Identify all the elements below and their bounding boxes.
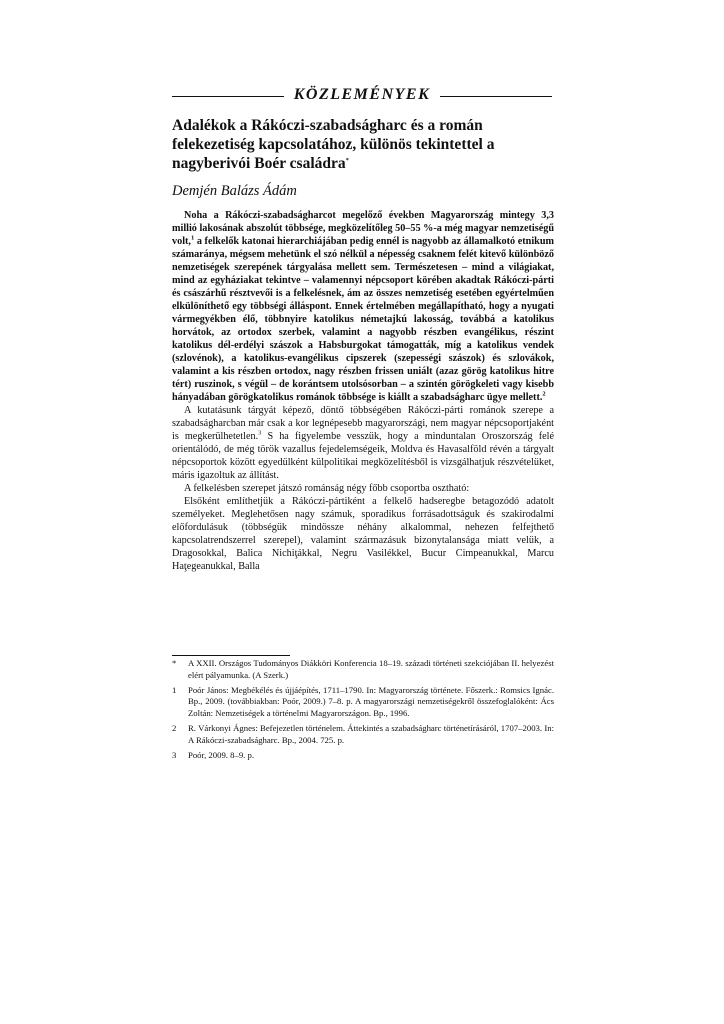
footnote-item <box>172 685 554 720</box>
article-title <box>172 116 562 173</box>
paragraph-1-text-a: Noha a Rákóczi-szabadságharcot megelőző években Magyarország mintegy 3,3 millió lakosának abszolút többsége, megközelítőleg 50–55 %-a még magyar nemzetiségű volt, <box>172 210 554 247</box>
article-body <box>172 209 554 573</box>
footnote-number: * <box>172 658 177 668</box>
section-label: KÖZLEMÉNYEK <box>293 86 431 103</box>
paragraph-2-text-b: S ha figyelembe vesszük, hogy a minduntalan Oroszország felé orientálódó, de még török vazallus fejedelemségeik, Moldva és Havasalföld révén a tárgyalt népcsoportok között egyedülként külpolitikai megközelítésből is vizsgálhatjuk részvételüket, máris igazoltuk az állítást. <box>172 431 554 481</box>
header-rule-right <box>440 96 552 97</box>
footnote-text: R. Várkonyi Ágnes: Befejezetlen történelem. Áttekintés a szabadságharc történetírásáról, 1707–2003. In: A Rákóczi-szabadságharc. Bp., 2004. 725. p. <box>188 722 554 745</box>
footnote-ref-3[interactable]: 3 <box>258 429 262 437</box>
paragraph-2-text-a: A kutatásunk tárgyát képező, döntő többségében Rákóczi-párti románok szerepe a szabadságharcban már csak a kor legnépesebb magyarországi, nem magyar népcsoportjaként is megkerülhetetlen. <box>172 405 554 442</box>
footnote-ref-1[interactable]: 1 <box>190 234 195 242</box>
paragraph-1 <box>172 209 554 404</box>
paragraph-3: A felkelésben szerepet játszó románság négy főbb csoportba osztható: <box>184 483 470 494</box>
footnote-ref-2[interactable]: 2 <box>542 390 546 398</box>
footnotes <box>172 658 554 764</box>
footnote-separator <box>172 655 290 656</box>
article-title-text: Adalékok a Rákóczi-szabadságharc és a román felekezetiség kapcsolatához, különös tekintettel a nagyberivói Boér családra <box>172 117 495 172</box>
paragraph-4: Elsőként említhetjük a Rákóczi-pártiként a felkelő hadseregbe betagozódó adatolt személyeket. Meglehetősen nagy számuk, sporadikus forrásadottságuk és szakirodalmi előfordulásuk (többségük mindössze néhány alkalommal, nehezen felfejthető kapcsolatrendszerrel szerepel), valamint származásuk bizonytalansága miatt velük, a Dragosokkal, Balica Nichiţákkal, Negru Vasilékkel, Bucur Cimpeanukkal, Marcu Haţegeanukkal, Balla <box>172 496 554 572</box>
footnote-text: Poór János: Megbékélés és újjáépítés, 1711–1790. In: Magyarország története. Főszerk.: Romsics Ignác. Bp., 2009. (továbbiakban: Poór, 2009.) 7–8. p. A magyarországi nemzetiségekről összefoglalóként: Ács Zoltán: Nemzetiségek a történelmi Magyarországon. Bp., 1996. <box>188 684 554 719</box>
footnote-number: 1 <box>172 684 177 695</box>
footnote-number: 3 <box>172 749 177 760</box>
footnote-text: A XXII. Országos Tudományos Diákköri Konferencia 18–19. századi történeti szekciójában II. helyezést elért pályamunka. (A Szerk.) <box>188 658 554 680</box>
footnote-item <box>172 750 554 762</box>
footnote-item <box>172 658 554 682</box>
title-footnote-mark[interactable]: * <box>345 156 349 164</box>
paragraph-1-text-b: a felkelők katonai hierarchiájában pedig ennél is nagyobb az államalkotó etnikum számaránya, mégsem mehetünk el szó nélkül a népesség csaknem felét kitevő különböző nemzetiségek szerepének tárgyalása mellett sem. Természetesen – mind a világiakat, mind az egyháziakat tekintve – valamennyi népcsoport körében akadtak Rákóczi-párti és császárhű résztvevői is a felkelésnek, ám az összes nemzetiség esetében egyértelműen elkülöníthető egy többségi álláspont. Ennek értelmében megállapítható, hogy a nyugati vármegyékben élő, többnyire katolikus németajkú lakosság, továbbá a katolikus horvátok, az ortodox szerbek, valamint a nagyobb részben evangélikus, részint katolikus dél-erdélyi szászok a Habsburgokat támogatták, míg a katolikus vendek (szlovénok), a katolikus-evangélikus cipszerek (szepességi szászok) és szlovákok, valamint a kis részben ortodox, nagy részben frissen uniált (azaz görög katolikus hitre tért) ruszinok, s végül – de korántsem utolsósorban – a szintén görögkeleti vagy kisebb hányadában görögkatolikus románok többsége is kiállt a szabadságharc ügye mellett. <box>172 236 554 403</box>
article-author: Demjén Balázs Ádám <box>172 183 297 199</box>
footnote-number: 2 <box>172 722 177 733</box>
section-header <box>172 86 552 108</box>
footnote-text: Poór, 2009. 8–9. p. <box>188 749 255 760</box>
paragraph-2 <box>172 404 554 482</box>
footnote-item <box>172 723 554 747</box>
